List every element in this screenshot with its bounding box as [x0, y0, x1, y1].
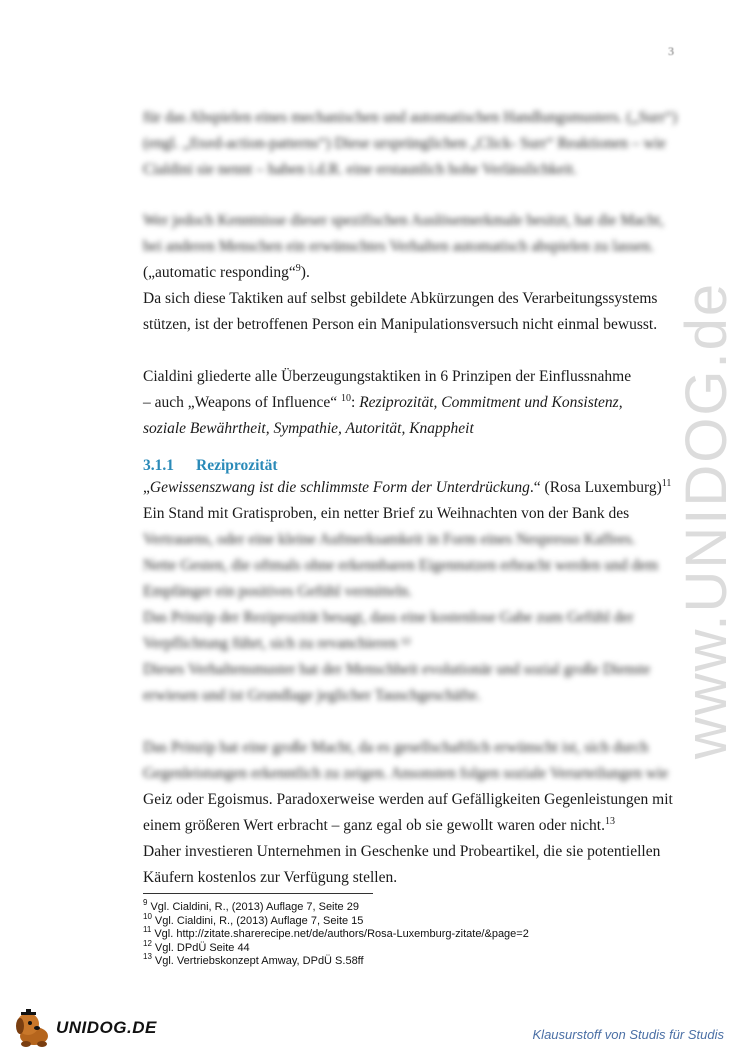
blurred-line: Das Prinzip hat eine große Macht, da es gesellschaftlich erwünscht ist, sich durch: [143, 739, 649, 756]
blurred-line: erwiesen und ist Grundlage jeglicher Tauschgeschäfte.: [143, 687, 481, 704]
blurred-line: Cialdini sie nennt – haben i.d.R. eine erstaunlich hohe Verlässlichkeit.: [143, 161, 578, 178]
footnote-ref: 9: [295, 262, 301, 274]
section-heading: [143, 457, 278, 475]
footnote-ref: 13: [605, 815, 615, 827]
unidog-logo: [12, 1008, 157, 1048]
page-number: 3: [668, 44, 674, 58]
blurred-line: bei anderen Menschen ein erwünschtes Verhalten automatisch abspielen zu lassen.: [143, 238, 655, 255]
footnote-ref: 11: [661, 477, 672, 489]
paragraph-3: [143, 364, 673, 442]
blurred-line: Empfänger ein positives Gefühl vermitteln.: [143, 583, 413, 600]
text-line: Käufern kostenlos zur Verfügung stellen.: [143, 869, 398, 886]
footnote: $^{10}$ Vgl. Cialdini, R., (2013) Auflage 7, Seite 15: [143, 911, 364, 927]
paragraph-1: [143, 105, 678, 183]
watermark-text: www.UNIDOG.de: [674, 281, 740, 759]
footnotes: [143, 898, 529, 969]
logo-text: UNIDOG.DE: [56, 1018, 157, 1037]
footnote: $^{12}$ Vgl. DPdÜ Seite 44: [143, 938, 250, 954]
paragraph-4: [143, 475, 683, 709]
footnote: $^{13}$ Vgl. Vertriebskonzept Amway, DPdÜ S.58ff: [143, 952, 364, 967]
footnote-divider: [143, 893, 373, 894]
text-line: Ein Stand mit Gratisproben, ein netter Brief zu Weihnachten von der Bank des: [143, 505, 630, 522]
blurred-line: für das Abspielen eines mechanischen und automatischen Handlungsmusters. („Surr“): [143, 109, 678, 126]
dog-mascot-icon: [12, 1008, 58, 1048]
blurred-line: Wer jedoch Kenntnisse dieser spezifischen Auslösemerkmale besitzt, hat die Macht,: [143, 212, 664, 229]
blurred-line: Dieses Verhaltensmuster hat der Menschheit evolutionär und sozial große Dienste: [143, 661, 651, 678]
blurred-line: Verpflichtung führt, sich zu revanchieren ¹²: [143, 635, 411, 652]
footnote-ref: 10: [341, 392, 352, 404]
paragraph-5: [143, 735, 673, 891]
text-line: einem größeren Wert erbracht – ganz egal ob sie gewollt waren oder nicht.$^{13}$: [143, 815, 615, 834]
blurred-line: Vertrauens, oder eine kleine Aufmerksamkeit in Form eines Nespresso Kaffees.: [143, 531, 636, 548]
text-line: Da sich diese Taktiken auf selbst gebildete Abkürzungen des Verarbeitungssystems: [143, 290, 658, 307]
quote-line: „Gewissenszwang ist die schlimmste Form der Unterdrückung.“ (Rosa Luxemburg)$^{11}$: [143, 477, 672, 496]
section-number: 3.1.1: [143, 457, 174, 474]
footnote: $^9$ Vgl. Cialdini, R., (2013) Auflage 7, Seite 29: [143, 898, 359, 913]
section-title: Reziprozität: [196, 457, 278, 474]
blurred-line: Nette Gesten, die oftmals ohne erkennbaren Eigennutzen erbracht werden und dem: [143, 557, 659, 574]
blurred-line: (engl. „fixed-action-patterns“) Diese ursprünglichen „Click- Surr“ Reaktionen – wie: [143, 135, 666, 152]
footnote: $^{11}$ Vgl. http://zitate.sharerecipe.net/de/authors/Rosa-Luxemburg-zitate/&page=2: [143, 925, 529, 940]
footer-tagline: Klausurstoff von Studis für Studis: [532, 1027, 724, 1042]
text-line: („automatic responding“$^9$).: [143, 262, 310, 281]
paragraph-2: [143, 208, 673, 338]
text-line: Geiz oder Egoismus. Paradoxerweise werden auf Gefälligkeiten Gegenleistungen mit: [143, 791, 673, 808]
text-line: Daher investieren Unternehmen in Geschenke und Probeartikel, die sie potentiellen: [143, 843, 661, 860]
text-line: Cialdini gliederte alle Überzeugungstaktiken in 6 Prinzipen der Einflussnahme: [143, 368, 632, 385]
blurred-line: Das Prinzip der Reziprozität besagt, dass eine kostenlose Gabe zum Gefühl der: [143, 609, 634, 626]
text-line: stützen, ist der betroffenen Person ein Manipulationsversuch nicht einmal bewusst.: [143, 316, 658, 333]
text-line: soziale Bewährtheit, Sympathie, Autorität, Knappheit: [143, 420, 474, 437]
text-line: – auch „Weapons of Influence“ $^{10}$: Reziprozität, Commitment und Konsistenz,: [143, 392, 623, 411]
blurred-line: Gegenleistungen erkenntlich zu zeigen. Ansonsten folgen soziale Verurteilungen wie: [143, 765, 669, 782]
